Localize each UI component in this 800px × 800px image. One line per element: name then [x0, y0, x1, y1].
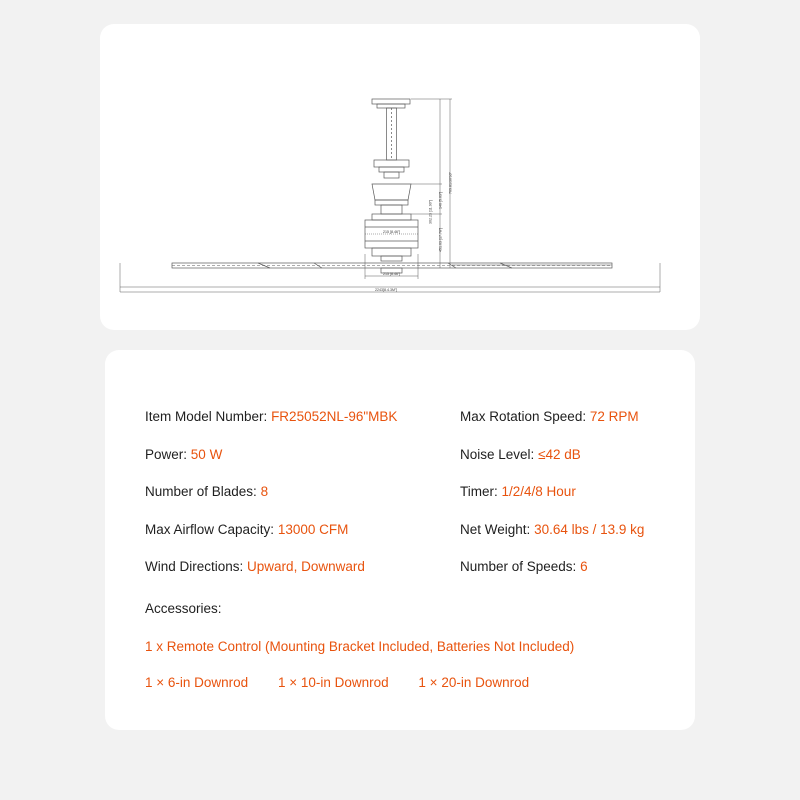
- spec-value-power: 50 W: [190, 446, 223, 462]
- spec-item-max-rotation-speed: [460, 398, 669, 436]
- spec-item-wind-directions: [145, 548, 460, 586]
- accessory-downrod-6in: 1 × 6-in Downrod: [145, 674, 249, 690]
- spec-label-net-weight: Net Weight:: [460, 521, 531, 537]
- spec-label-wind-directions: Wind Directions:: [145, 559, 244, 574]
- spec-value-net-weight: 30.64 lbs / 13.9 kg: [534, 521, 645, 537]
- spec-item-number-of-speeds: [460, 548, 669, 586]
- accessories-remote-control: 1 x Remote Control (Mounting Bracket Included, Batteries Not Included): [145, 638, 575, 654]
- spec-label-noise-level: Noise Level:: [460, 446, 535, 462]
- spec-item-noise-level: [460, 436, 669, 474]
- accessories-downrods: [145, 673, 669, 693]
- spec-item-model-number: [145, 398, 460, 436]
- spec-value-model-number: FR25052NL-96"MBK: [271, 409, 398, 424]
- spec-label-power: Power:: [145, 446, 188, 462]
- spec-value-max-airflow-capacity: 13000 CFM: [277, 521, 349, 537]
- accessories-label: Accessories:: [145, 600, 222, 616]
- spec-item-timer: [460, 473, 669, 511]
- dim-housing-dia-bottom: 215 [8.46"]: [383, 272, 401, 276]
- dim-body-height: 451.63 [17.78"]: [438, 227, 443, 252]
- dim-housing-dia-top: 215 [8.46"]: [383, 230, 401, 234]
- spec-label-max-rotation-speed: Max Rotation Speed:: [460, 409, 587, 424]
- spec-item-net-weight: [460, 511, 669, 549]
- spec-label-max-airflow-capacity: Max Airflow Capacity:: [145, 521, 275, 537]
- dim-blade-to-ceiling: 302.23 [11.90"]: [428, 200, 433, 224]
- spec-value-wind-directions: Upward, Downward: [247, 559, 365, 574]
- spec-item-number-of-blades: [145, 473, 460, 511]
- spec-value-number-of-blades: 8: [260, 484, 269, 499]
- spec-label-timer: Timer:: [460, 484, 498, 499]
- spec-value-max-rotation-speed: 72 RPM: [589, 409, 639, 424]
- dim-motor-housing-height: 146 [5.03"]: [438, 191, 443, 209]
- spec-item-power: [145, 436, 460, 474]
- dim-blade-span: 2243[8.4.3M"]: [375, 288, 398, 292]
- dim-overall-height: 769.81/30'30": [448, 172, 453, 194]
- accessory-downrod-20in: 1 × 20-in Downrod: [418, 674, 530, 690]
- spec-value-noise-level: ≤42 dB: [538, 446, 581, 462]
- spec-value-timer: 1/2/4/8 Hour: [501, 484, 576, 499]
- diagram-card: [100, 24, 700, 330]
- spec-label-number-of-speeds: Number of Speeds:: [460, 559, 577, 574]
- specifications-content: [145, 398, 669, 693]
- specifications-card: [105, 350, 695, 730]
- specifications-grid: [145, 398, 669, 586]
- accessory-downrod-10in: 1 × 10-in Downrod: [277, 674, 389, 690]
- spec-label-number-of-blades: Number of Blades:: [145, 484, 257, 499]
- spec-label-model-number: Item Model Number:: [145, 409, 268, 424]
- spec-item-max-airflow-capacity: [145, 511, 460, 549]
- fan-dimension-diagram: [100, 24, 700, 330]
- spec-value-number-of-speeds: 6: [580, 559, 588, 574]
